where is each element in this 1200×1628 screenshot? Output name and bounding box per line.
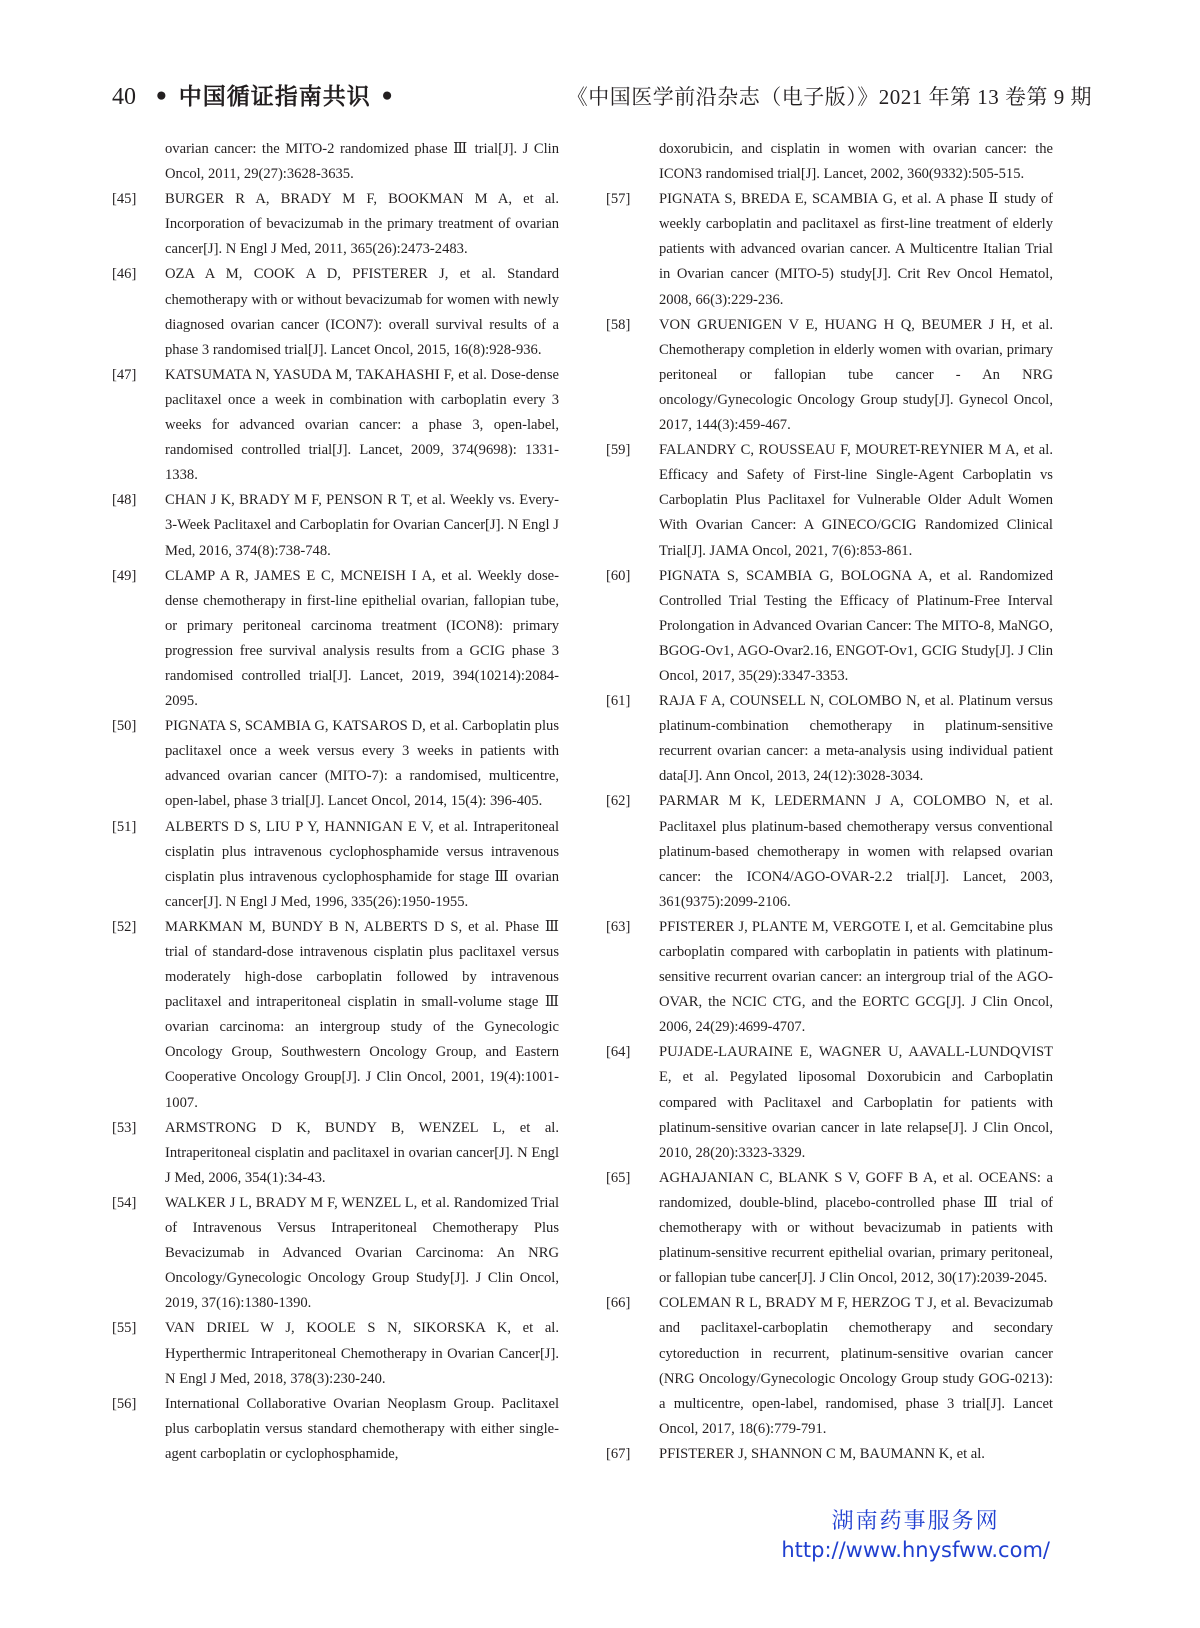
- reference-text: PIGNATA S, SCAMBIA G, KATSAROS D, et al. Carboplatin plus paclitaxel once a week versus every 3 weeks in patients with advanced ovarian cancer (MITO-7): a randomised, multicentre, open-label, phase 3 trial[J]. Lancet Oncol, 2014, 15(4): 396-405.: [165, 718, 559, 810]
- reference-number: [58]: [606, 316, 631, 333]
- reference-text: MARKMAN M, BUNDY B N, ALBERTS D S, et al. Phase Ⅲ trial of standard-dose intravenous cisplatin plus paclitaxel versus moderately high-dose carboplatin followed by intravenous paclitaxel and intraperitoneal cisplatin in small-volume stage Ⅲ ovarian carcinoma: an intergroup study of the Gynecologic Oncology Group, Southwestern Oncology Group, and Eastern Cooperative Oncology Group[J]. J Clin Oncol, 2001, 19(4):1001-1007.: [165, 918, 559, 1111]
- reference-number: [53]: [112, 1119, 137, 1136]
- reference-number: [56]: [112, 1395, 137, 1412]
- reference-text: VON GRUENIGEN V E, HUANG H Q, BEUMER J H, et al. Chemotherapy completion in elderly women with ovarian, primary peritoneal or fallopian tube cancer - An NRG oncology/Gynecologic Oncology Group study[J]. Gynecol Oncol, 2017, 144(3):459-467.: [659, 316, 1053, 434]
- reference-text: PIGNATA S, BREDA E, SCAMBIA G, et al. A phase Ⅱ study of weekly carboplatin and paclitaxel as first-line treatment of elderly patients with advanced ovarian cancer. A Multicentre Italian Trial in Ovarian cancer (MITO-5) study[J]. Crit Rev Oncol Hematol, 2008, 66(3):229-236.: [659, 191, 1053, 308]
- reference-number: [48]: [112, 492, 137, 509]
- reference-item: [606, 689, 1053, 789]
- reference-item: [112, 363, 559, 488]
- reference-number: [47]: [112, 366, 137, 383]
- reference-item: [112, 1392, 559, 1467]
- reference-text: PUJADE-LAURAINE E, WAGNER U, AAVALL-LUNDQVIST E, et al. Pegylated liposomal Doxorubicin and Carboplatin compared with Paclitaxel and Carboplatin for patients with platinum-sensitive ovarian cancer in late relapse[J]. J Clin Oncol, 2010, 28(20):3323-3329.: [659, 1044, 1053, 1161]
- reference-item: [606, 1040, 1053, 1165]
- reference-text: OZA A M, COOK A D, PFISTERER J, et al. Standard chemotherapy with or without bevacizumab for women with newly diagnosed ovarian cancer (ICON7): overall survival results of a phase 3 randomised trial[J]. Lancet Oncol, 2015, 16(8):928-936.: [165, 266, 559, 358]
- reference-text: RAJA F A, COUNSELL N, COLOMBO N, et al. Platinum versus platinum-combination chemotherapy in platinum-sensitive recurrent ovarian cancer: a meta-analysis using individual patient data[J]. Ann Oncol, 2013, 24(12):3028-3034.: [659, 693, 1053, 785]
- reference-text: WALKER J L, BRADY M F, WENZEL L, et al. Randomized Trial of Intravenous Versus Intraperitoneal Chemotherapy Plus Bevacizumab in Advanced Ovarian Carcinoma: An NRG Oncology/Gynecologic Oncology Group Study[J]. J Clin Oncol, 2019, 37(16):1380-1390.: [165, 1194, 559, 1312]
- reference-number: [66]: [606, 1295, 631, 1312]
- reference-item: [606, 1291, 1053, 1442]
- reference-text: FALANDRY C, ROUSSEAU F, MOURET-REYNIER M A, et al. Efficacy and Safety of First-line Single-Agent Carboplatin vs Carboplatin Plus Paclitaxel for Vulnerable Older Adult Women With Ovarian Cancer: A GINECO/GCIG Randomized Clinical Trial[J]. JAMA Oncol, 2021, 7(6):853-861.: [659, 442, 1053, 559]
- reference-item: [606, 1442, 1053, 1467]
- reference-number: [54]: [112, 1194, 137, 1211]
- reference-continuation: doxorubicin, and cisplatin in women with ovarian cancer: the ICON3 randomised trial[J]. Lancet, 2002, 360(9332):505-515.: [659, 141, 1053, 183]
- reference-text: PIGNATA S, SCAMBIA G, BOLOGNA A, et al. Randomized Controlled Trial Testing the Efficacy of Platinum-Free Interval Prolongation in Advanced Ovarian Cancer: The MITO-8, MaNGO, BGOG-Ov1, AGO-Ovar2.16, ENGOT-Ov1, GCIG Study[J]. J Clin Oncol, 2017, 35(29):3347-3353.: [659, 567, 1053, 684]
- reference-item: [112, 1116, 559, 1191]
- reference-text: COLEMAN R L, BRADY M F, HERZOG T J, et al. Bevacizumab and paclitaxel-carboplatin chemotherapy and secondary cytoreduction in recurrent, platinum-sensitive ovarian cancer (NRG Oncology/Gynecologic Oncology Group study GOG-0213): a multicentre, open-label, randomised, phase 3 trial[J]. Lancet Oncol, 2017, 18(6):779-791.: [659, 1295, 1053, 1437]
- reference-number: [62]: [606, 793, 631, 810]
- reference-number: [45]: [112, 191, 137, 208]
- page-number: 40: [112, 84, 136, 110]
- watermark-site-name: 湖南药事服务网: [831, 1509, 1000, 1534]
- journal-issue: 《中国医学前沿杂志（电子版）》2021 年第 13 卷第 9 期: [566, 85, 1092, 109]
- left-column: [112, 137, 559, 1467]
- reference-item: [606, 1166, 1053, 1291]
- reference-item: [606, 789, 1053, 914]
- reference-item: [606, 438, 1053, 563]
- reference-item: [606, 313, 1053, 438]
- reference-item: [112, 1316, 559, 1391]
- reference-item: [112, 714, 559, 814]
- reference-item: [112, 1191, 559, 1316]
- reference-text: KATSUMATA N, YASUDA M, TAKAHASHI F, et al. Dose-dense paclitaxel once a week in combination with carboplatin every 3 weeks for advanced ovarian cancer: a phase 3, open-label, randomised controlled trial[J]. Lancet, 2009, 374(9698): 1331-1338.: [165, 366, 559, 484]
- reference-item: [606, 187, 1053, 312]
- watermark-url: http://www.hnysfww.com/: [781, 1538, 1050, 1562]
- reference-number: [61]: [606, 693, 631, 710]
- reference-item: [112, 488, 559, 563]
- reference-number: [51]: [112, 818, 137, 835]
- reference-number: [49]: [112, 567, 137, 584]
- reference-item: [112, 564, 559, 715]
- reference-number: [55]: [112, 1320, 137, 1337]
- reference-item: [112, 187, 559, 262]
- reference-item: [606, 564, 1053, 689]
- reference-number: [59]: [606, 442, 631, 459]
- reference-number: [65]: [606, 1169, 631, 1186]
- reference-text: CLAMP A R, JAMES E C, MCNEISH I A, et al. Weekly dose-dense chemotherapy in first-line epithelial ovarian, fallopian tube, or primary peritoneal carcinoma treatment (ICON8): primary progression free survival analysis results from a GCIG phase 3 randomised controlled trial[J]. Lancet, 2019, 394(10214):2084-2095.: [165, 567, 559, 710]
- reference-text: PFISTERER J, PLANTE M, VERGOTE I, et al. Gemcitabine plus carboplatin compared with carboplatin in patients with platinum-sensitive recurrent ovarian cancer: an intergroup trial of the AGO-OVAR, the NCIC CTG, and the EORTC GCG[J]. J Clin Oncol, 2006, 24(29):4699-4707.: [659, 918, 1053, 1036]
- header-left: [112, 78, 395, 111]
- reference-text: PARMAR M K, LEDERMANN J A, COLOMBO N, et al. Paclitaxel plus platinum-based chemotherapy versus conventional platinum-based chemotherapy in women with relapsed ovarian cancer: the ICON4/AGO-OVAR-2.2 trial[J]. Lancet, 2003, 361(9375):2099-2106.: [659, 793, 1053, 910]
- reference-text: International Collaborative Ovarian Neoplasm Group. Paclitaxel plus carboplatin versus standard chemotherapy with either single-agent carboplatin or cyclophosphamide,: [165, 1395, 559, 1462]
- reference-number: [63]: [606, 918, 631, 935]
- reference-number: [64]: [606, 1044, 631, 1061]
- reference-text: VAN DRIEL W J, KOOLE S N, SIKORSKA K, et al. Hyperthermic Intraperitoneal Chemotherapy in Ovarian Cancer[J]. N Engl J Med, 2018, 378(3):230-240.: [165, 1320, 559, 1387]
- reference-item: [112, 815, 559, 915]
- section-title: • 中国循证指南共识 •: [154, 84, 396, 110]
- reference-text: AGHAJANIAN C, BLANK S V, GOFF B A, et al. OCEANS: a randomized, double-blind, placebo-controlled phase Ⅲ trial of chemotherapy with or without bevacizumab in patients with platinum-sensitive recurrent epithelial ovarian, primary peritoneal, or fallopian tube cancer[J]. J Clin Oncol, 2012, 30(17):2039-2045.: [659, 1169, 1053, 1287]
- page-header: [112, 78, 1092, 118]
- reference-text: ARMSTRONG D K, BUNDY B, WENZEL L, et al. Intraperitoneal cisplatin and paclitaxel in ovarian cancer[J]. N Engl J Med, 2006, 354(1):34-43.: [165, 1119, 559, 1186]
- right-column: [606, 137, 1053, 1467]
- reference-text: CHAN J K, BRADY M F, PENSON R T, et al. Weekly vs. Every-3-Week Paclitaxel and Carboplatin for Ovarian Cancer[J]. N Engl J Med, 2016, 374(8):738-748.: [165, 492, 559, 559]
- reference-number: [67]: [606, 1445, 631, 1462]
- reference-number: [52]: [112, 918, 137, 935]
- reference-continuation: ovarian cancer: the MITO-2 randomized phase Ⅲ trial[J]. J Clin Oncol, 2011, 29(27):3628-3635.: [165, 141, 559, 183]
- reference-number: [60]: [606, 567, 631, 584]
- reference-item: [112, 262, 559, 362]
- reference-number: [57]: [606, 191, 631, 208]
- reference-item: [112, 915, 559, 1116]
- reference-text: ALBERTS D S, LIU P Y, HANNIGAN E V, et al. Intraperitoneal cisplatin plus intravenous cyclophosphamide versus intravenous cisplatin plus intravenous cyclophosphamide for stage Ⅲ ovarian cancer[J]. N Engl J Med, 1996, 335(26):1950-1955.: [165, 818, 559, 910]
- reference-text: PFISTERER J, SHANNON C M, BAUMANN K, et al.: [659, 1445, 985, 1462]
- reference-number: [50]: [112, 718, 137, 735]
- reference-item: [606, 915, 1053, 1040]
- reference-number: [46]: [112, 266, 137, 283]
- reference-text: BURGER R A, BRADY M F, BOOKMAN M A, et al. Incorporation of bevacizumab in the primary treatment of ovarian cancer[J]. N Engl J Med, 2011, 365(26):2473-2483.: [165, 191, 559, 258]
- watermark: [781, 1508, 1050, 1564]
